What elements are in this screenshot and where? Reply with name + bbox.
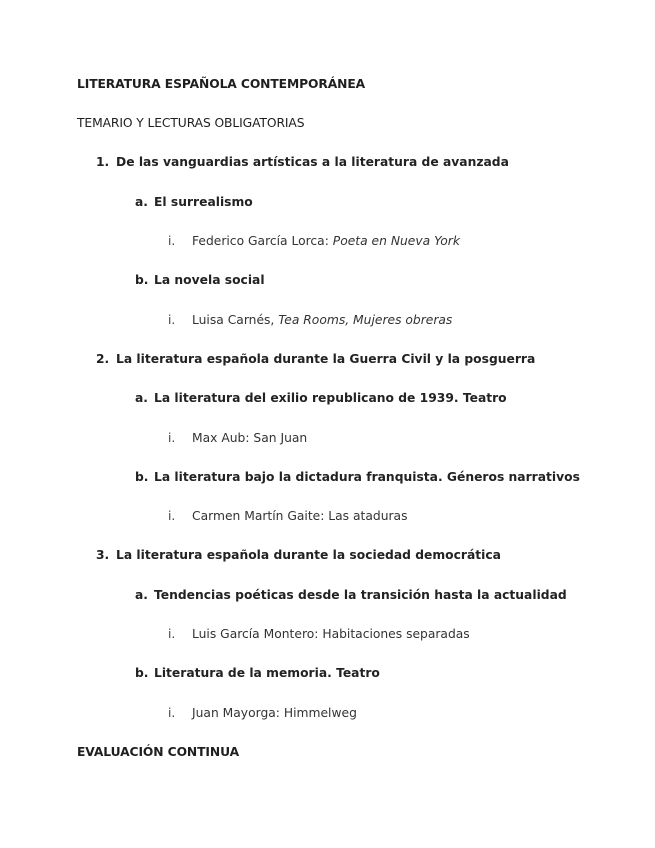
unit-number: 3. xyxy=(96,548,110,562)
reading-work: Tea Rooms, Mujeres obreras xyxy=(278,313,453,327)
reading-author: Max Aub: xyxy=(192,431,250,445)
reading-entry xyxy=(192,705,357,721)
unit-number: 1. xyxy=(96,155,110,169)
reading-entry xyxy=(192,430,307,446)
unit-title: La literatura española durante la Guerra Civil y la posguerra xyxy=(116,352,536,366)
reading-entry xyxy=(192,626,470,642)
subsection-letter: a. xyxy=(135,391,148,405)
subsection-letter: b. xyxy=(135,470,149,484)
reading-numeral: i. xyxy=(168,627,176,641)
subsection-title: El surrealismo xyxy=(154,195,253,209)
reading-author: Federico García Lorca: xyxy=(192,234,329,248)
reading-work: San Juan xyxy=(253,431,308,445)
subsection-letter: a. xyxy=(135,195,148,209)
reading-author: Juan Mayorga: xyxy=(192,706,280,720)
reading-entry xyxy=(192,312,452,328)
reading-work: Himmelweg xyxy=(283,706,357,720)
reading-numeral: i. xyxy=(168,509,176,523)
reading-work: Las ataduras xyxy=(328,509,408,523)
subsection-letter: b. xyxy=(135,666,149,680)
reading-entry xyxy=(192,233,460,249)
reading-numeral: i. xyxy=(168,706,176,720)
reading-numeral: i. xyxy=(168,313,176,327)
subsection-letter: a. xyxy=(135,588,148,602)
syllabus-heading: TEMARIO Y LECTURAS OBLIGATORIAS xyxy=(77,116,305,130)
reading-author: Luis García Montero: xyxy=(192,627,319,641)
subsection-title: La literatura del exilio republicano de 1939. Teatro xyxy=(154,391,507,405)
evaluation-heading: EVALUACIÓN CONTINUA xyxy=(77,745,239,759)
reading-author: Luisa Carnés, xyxy=(192,313,275,327)
subsection-title: Tendencias poéticas desde la transición hasta la actualidad xyxy=(154,588,567,602)
reading-entry xyxy=(192,508,408,524)
reading-author: Carmen Martín Gaite: xyxy=(192,509,325,523)
document-title: LITERATURA ESPAÑOLA CONTEMPORÁNEA xyxy=(77,77,366,91)
subsection-title: Literatura de la memoria. Teatro xyxy=(154,666,380,680)
subsection-letter: b. xyxy=(135,273,149,287)
reading-numeral: i. xyxy=(168,431,176,445)
unit-number: 2. xyxy=(96,352,110,366)
reading-numeral: i. xyxy=(168,234,176,248)
unit-title: De las vanguardias artísticas a la literatura de avanzada xyxy=(116,155,509,169)
subsection-title: La literatura bajo la dictadura franquista. Géneros narrativos xyxy=(154,470,580,484)
subsection-title: La novela social xyxy=(154,273,265,287)
reading-work: Poeta en Nueva York xyxy=(332,234,460,248)
unit-title: La literatura española durante la sociedad democrática xyxy=(116,548,501,562)
reading-work: Habitaciones separadas xyxy=(322,627,470,641)
